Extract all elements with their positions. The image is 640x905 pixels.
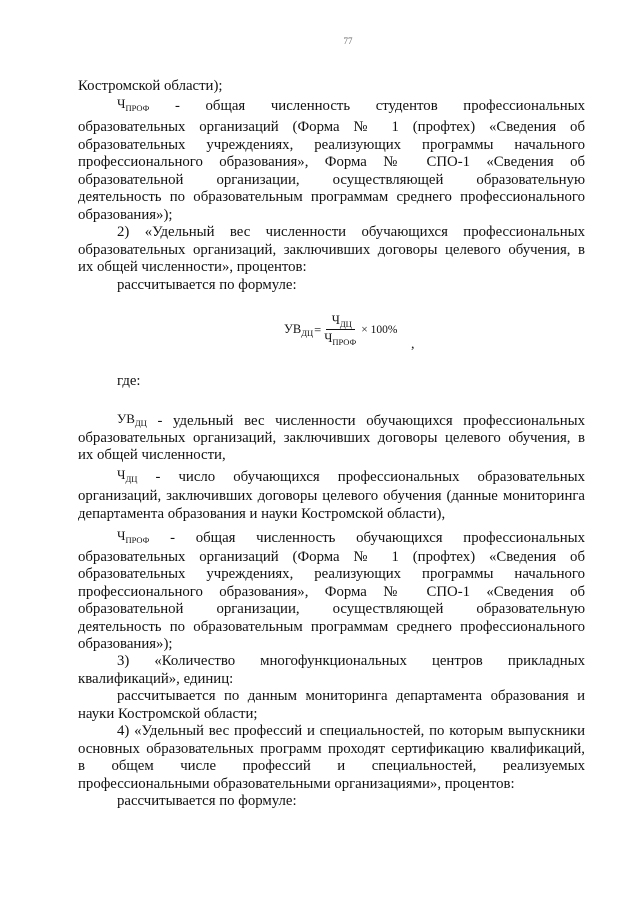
text-line: образования»); [78, 636, 173, 652]
definition-symbol [117, 467, 137, 482]
text-line: профессионального образования», Форма № СПО-1 «Сведения об [78, 154, 585, 170]
definition-text: - число обучающихся профессиональных образовательных [155, 469, 585, 485]
definition-symbol [117, 96, 149, 111]
formula-lhs-subscript: ДЦ [301, 328, 314, 338]
text-line: в общем числе профессий и специальностей, реализуемых [78, 758, 585, 774]
text-line: науки Костромской области; [78, 706, 258, 722]
formula-trailing-comma: , [411, 337, 415, 352]
text-line: профессионального образования», Форма № СПО-1 «Сведения об [78, 584, 585, 600]
text-line: образовательной организации, осуществляющей образовательную [78, 601, 585, 617]
numerator-subscript: ДЦ [339, 319, 352, 329]
denominator-subscript: ПРОФ [332, 337, 357, 347]
formula-denominator [323, 330, 357, 346]
text-line: образовательных учреждениях, реализующих программы начального [78, 137, 585, 153]
formula-uv-dc [284, 313, 397, 346]
symbol-subscript: ДЦ [134, 418, 147, 428]
text-line: 2) «Удельный вес численности обучающихся профессиональных [117, 224, 585, 240]
symbol-subscript: ДЦ [125, 474, 138, 484]
symbol-base: УВ [117, 411, 135, 426]
text-line: профессиональными образовательными организациями», процентов: [78, 776, 515, 792]
text-line: основных образовательных программ проходят сертификацию квалификаций, [78, 741, 585, 757]
text-line: образования»); [78, 207, 173, 223]
symbol-base: Ч [117, 96, 126, 111]
denominator-base: Ч [324, 331, 333, 345]
definition-line [117, 97, 585, 115]
text-line: Костромской области); [78, 78, 223, 94]
formula-lhs-base: УВ [284, 322, 302, 336]
text-line: их общей численности, [78, 447, 226, 463]
text-line: 4) «Удельный вес профессий и специальностей, по которым выпускники [117, 723, 585, 739]
formula-multiplier: × 100% [361, 323, 398, 336]
formula-numerator [326, 313, 355, 330]
definition-text: - общая численность обучающихся профессиональных [170, 530, 586, 546]
definition-symbol [117, 411, 147, 426]
text-line: департамента образования и науки Костромской области), [78, 506, 446, 522]
symbol-subscript: ПРОФ [125, 535, 150, 545]
symbol-base: Ч [117, 528, 126, 543]
text-line: организаций, заключивших договоры целевого обучения (данные мониторинга [78, 488, 585, 504]
text-line: образовательных организаций, заключивших договоры целевого обучения, в [78, 242, 585, 258]
text-line: деятельность по образовательным программам среднего профессионального [78, 619, 585, 635]
symbol-subscript: ПРОФ [125, 103, 150, 113]
text-line: рассчитывается по формуле: [117, 277, 297, 293]
formula-lhs [284, 322, 313, 337]
text-line: где: [117, 373, 141, 389]
text-line: рассчитывается по данным мониторинга департамента образования и [117, 688, 585, 704]
text-line: образовательных организаций (Форма № 1 (профтех) «Сведения об [78, 549, 585, 565]
definition-text: - общая численность студентов профессиональных [175, 98, 585, 114]
text-line: 3) «Количество многофункциональных центров прикладных [117, 653, 585, 669]
definition-text: - удельный вес численности обучающихся профессиональных [157, 413, 586, 429]
formula-fraction [323, 313, 357, 346]
text-line: их общей численности», процентов: [78, 259, 307, 275]
definition-line [117, 468, 585, 486]
text-line: квалификаций», единиц: [78, 671, 234, 687]
text-line: рассчитывается по формуле: [117, 793, 297, 809]
definition-line [117, 529, 585, 547]
formula-equals: = [314, 322, 322, 337]
text-line: образовательных организаций (Форма № 1 (профтех) «Сведения об [78, 119, 585, 135]
numerator-base: Ч [331, 313, 340, 327]
text-line: образовательной организации, осуществляющей образовательную [78, 172, 585, 188]
text-line: деятельность по образовательным программам среднего профессионального [78, 189, 585, 205]
definition-symbol [117, 528, 149, 543]
page-number: 77 [343, 36, 353, 46]
text-line: образовательных учреждениях, реализующих программы начального [78, 566, 585, 582]
text-line: образовательных организаций, заключивших договоры целевого обучения, в [78, 430, 585, 446]
definition-line [117, 412, 585, 430]
symbol-base: Ч [117, 467, 126, 482]
